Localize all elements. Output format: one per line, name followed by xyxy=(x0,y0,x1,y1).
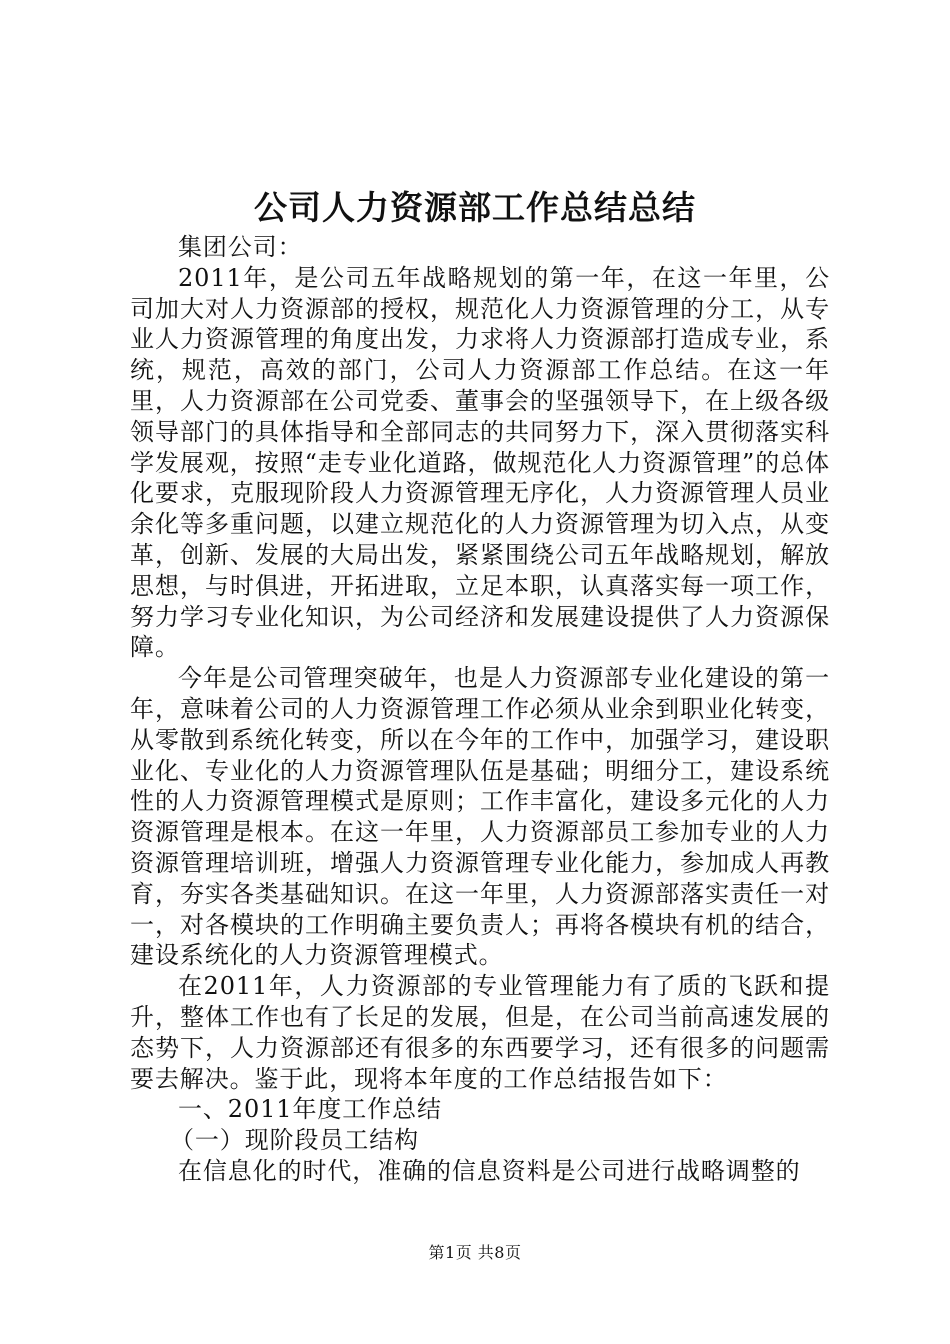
paragraph-4: 在信息化的时代，准确的信息资料是公司进行战略调整的 xyxy=(178,1156,801,1185)
paragraph-2: 今年是公司管理突破年，也是人力资源部专业化建设的第一年，意味着公司的人力资源管理工作必须从业余到职业化转变，从零散到系统化转变，所以在今年的工作中，加强学习，建设职业化、专业化的人力资源管理队伍是基础；明细分工，建设系统性的人力资源管理模式是原则；工作丰富化，建设多元化的人力资源管理是根本。在这一年里，人力资源部员工参加专业的人力资源管理培训班，增强人力资源管理专业化能力，参加成人再教育，夯实各类基础知识。在这一年里，人力资源部落实责任一对一，对各模块的工作明确主要负责人；再将各模块有机的结合，建设系统化的人力资源管理模式。 xyxy=(130,664,830,970)
subsection-heading: （一）现阶段员工结构 xyxy=(170,1126,419,1155)
page-footer: 第1页 共8页 xyxy=(428,1243,522,1262)
section-heading: 一、2011年度工作总结 xyxy=(178,1095,442,1124)
paragraph-3: 在2011年，人力资源部的专业管理能力有了质的飞跃和提升，整体工作也有了长足的发展，但是，在公司当前高速发展的态势下，人力资源部还有很多的东西要学习，还有很多的问题需要去解决。鉴于此，现将本年度的工作总结报告如下： xyxy=(130,972,830,1093)
paragraph-1: 2011年，是公司五年战略规划的第一年，在这一年里，公司加大对人力资源部的授权，规范化人力资源管理的分工，从专业人力资源管理的角度出发，力求将人力资源部打造成专业，系统，规范，高效的部门，公司人力资源部工作总结。在这一年里，人力资源部在公司党委、董事会的坚强领导下，在上级各级领导部门的具体指导和全部同志的共同努力下，深入贯彻落实科学发展观，按照“走专业化道路，做规范化人力资源管理”的总体化要求，克服现阶段人力资源管理无序化，人力资源管理人员业余化等多重问题，以建立规范化的人力资源管理为切入点，从变革，创新、发展的大局出发，紧紧围绕公司五年战略规划，解放思想，与时俱进，开拓进取，立足本职，认真落实每一项工作，努力学习专业化知识，为公司经济和发展建设提供了人力资源保障。 xyxy=(130,263,830,662)
document-body xyxy=(130,232,830,1187)
salutation: 集团公司： xyxy=(178,233,303,261)
document-title: 公司人力资源部工作总结总结 xyxy=(254,188,696,227)
